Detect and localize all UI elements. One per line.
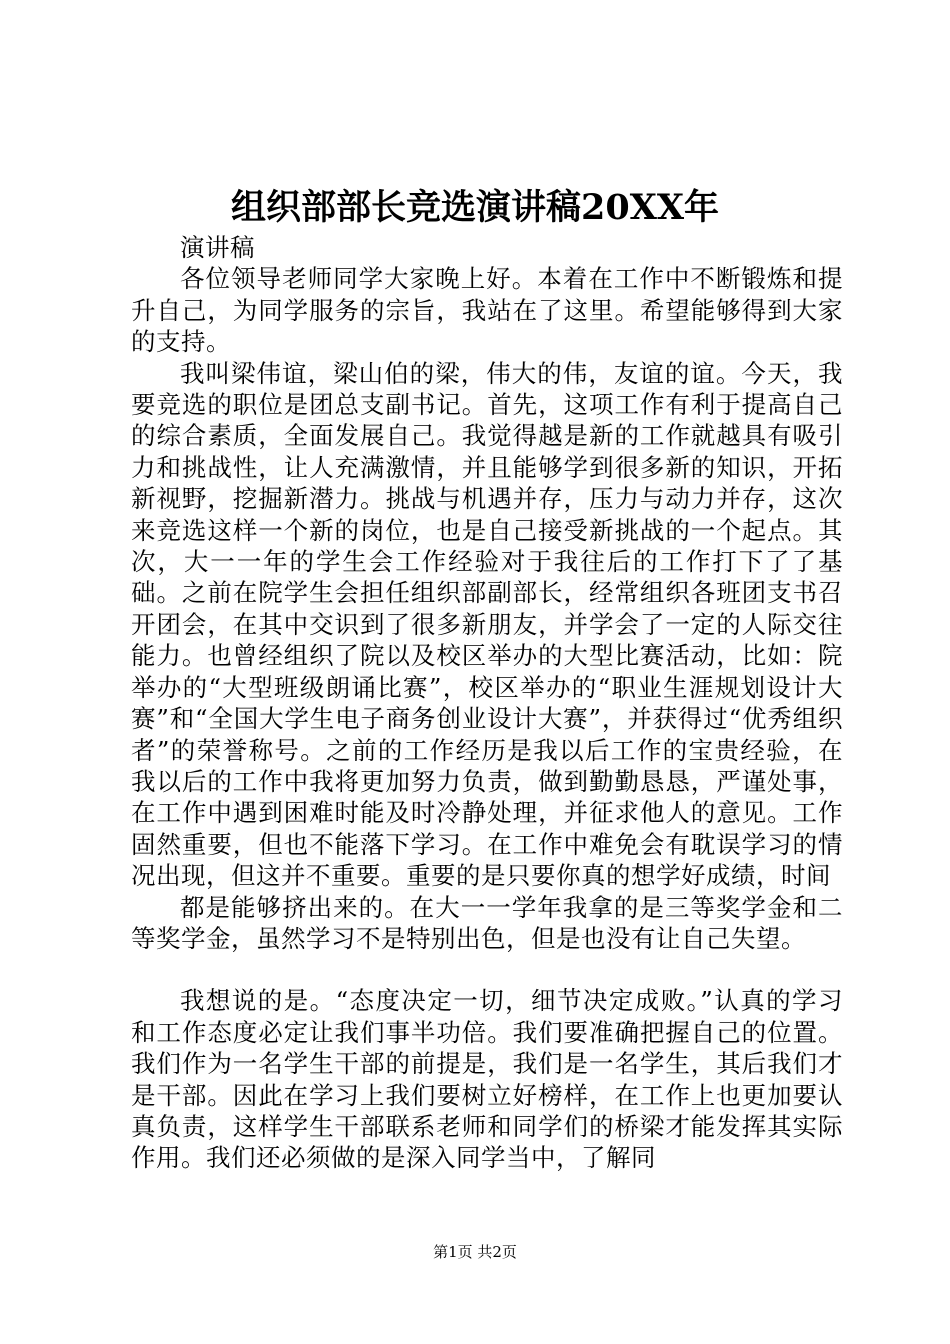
paragraph-scholarship: 都是能够挤出来的。在大一一学年我拿的是三等奖学金和二等奖学金，虽然学习不是特别出色，但是也没有让自己失望。 bbox=[131, 892, 843, 953]
document-body bbox=[131, 232, 843, 1174]
paragraph-greeting: 各位领导老师同学大家晚上好。本着在工作中不断锻炼和提升自己，为同学服务的宗旨，我站在了这里。希望能够得到大家的支持。 bbox=[131, 264, 843, 357]
document-title: 组织部部长竞选演讲稿20XX年 bbox=[230, 187, 720, 228]
paragraph-introduction: 我叫梁伟谊，梁山伯的梁，伟大的伟，友谊的谊。今天，我要竞选的职位是团总支副书记。首先，这项工作有利于提高自己的综合素质，全面发展自己。我觉得越是新的工作就越具有吸引力和挑战性，让人充满激情，并且能够学到很多新的知识，开拓新视野，挖掘新潜力。挑战与机遇并存，压力与动力并存，这次来竞选这样一个新的岗位，也是自己接受新挑战的一个起点。其次，大一一年的学生会工作经验对于我往后的工作打下了了基础。之前在院学生会担任组织部副部长，经常组织各班团支书召开团会，在其中交识到了很多新朋友，并学会了一定的人际交往能力。也曾经组织了院以及校区举办的大型比赛活动，比如：院举办的“大型班级朗诵比赛”，校区举办的“职业生涯规划设计大赛”和“全国大学生电子商务创业设计大赛”，并获得过“优秀组织者”的荣誉称号。之前的工作经历是我以后工作的宝贵经验，在我以后的工作中我将更加努力负责，做到勤勤恳恳，严谨处事，在工作中遇到困难时能及时冷静处理，并征求他人的意见。工作固然重要，但也不能落下学习。在工作中难免会有耽误学习的情况出现，但这并不重要。重要的是只要你真的想学好成绩，时间 bbox=[131, 358, 843, 891]
paragraph-heading: 演讲稿 bbox=[180, 233, 255, 262]
page-number-footer: 第1页 共2页 bbox=[433, 1243, 517, 1261]
paragraph-attitude: 我想说的是。“态度决定一切，细节决定成败。”认真的学习和工作态度必定让我们事半功倍。我们要准确把握自己的位置。我们作为一名学生干部的前提是，我们是一名学生，其后我们才是干部。因此在学习上我们要树立好榜样，在工作上也更加要认真负责，这样学生干部联系老师和同学们的桥梁才能发挥其实际作用。我们还必须做的是深入同学当中，了解同 bbox=[131, 986, 843, 1173]
